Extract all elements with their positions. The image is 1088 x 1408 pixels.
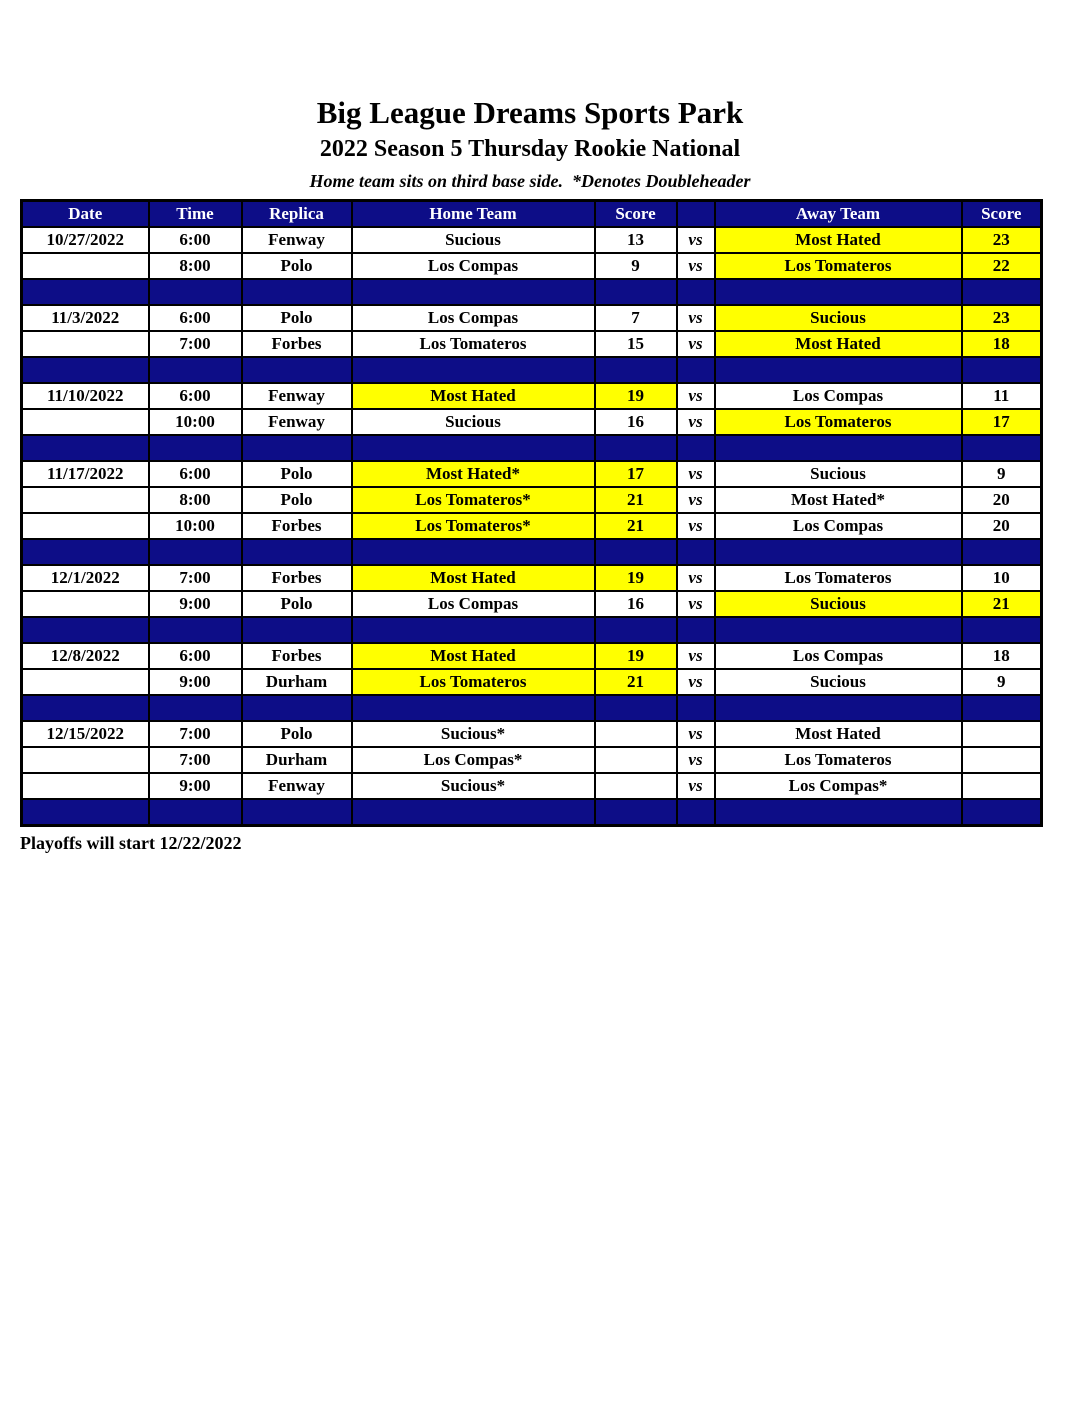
replica-cell: Durham [242, 747, 352, 773]
home-score-cell: 19 [595, 565, 677, 591]
replica-cell: Polo [242, 487, 352, 513]
vs-cell: vs [677, 227, 715, 253]
schedule-table [20, 199, 1043, 827]
game-row [22, 227, 1042, 253]
away-team-cell: Los Compas* [715, 773, 962, 799]
time-cell: 6:00 [149, 227, 242, 253]
date-cell: 11/10/2022 [22, 383, 149, 409]
separator-row [22, 539, 1042, 565]
vs-cell: vs [677, 305, 715, 331]
away-score-cell: 20 [962, 513, 1042, 539]
away-team-cell: Most Hated [715, 331, 962, 357]
home-team-cell: Los Tomateros [352, 669, 595, 695]
header-vs-spacer [677, 201, 715, 228]
date-cell [22, 513, 149, 539]
away-score-cell: 20 [962, 487, 1042, 513]
away-score-cell: 18 [962, 643, 1042, 669]
date-cell [22, 331, 149, 357]
separator-cell [242, 539, 352, 565]
separator-cell [677, 617, 715, 643]
vs-cell: vs [677, 383, 715, 409]
header-home-score: Score [595, 201, 677, 228]
away-team-cell: Sucious [715, 591, 962, 617]
away-score-cell: 9 [962, 669, 1042, 695]
home-team-cell: Los Tomateros [352, 331, 595, 357]
separator-cell [595, 695, 677, 721]
away-team-cell: Los Compas [715, 643, 962, 669]
home-team-cell: Most Hated [352, 643, 595, 669]
replica-cell: Forbes [242, 565, 352, 591]
separator-cell [242, 435, 352, 461]
home-score-cell [595, 721, 677, 747]
separator-cell [962, 539, 1042, 565]
home-team-cell: Sucious* [352, 721, 595, 747]
header-replica: Replica [242, 201, 352, 228]
time-cell: 7:00 [149, 721, 242, 747]
separator-cell [715, 617, 962, 643]
date-cell: 12/1/2022 [22, 565, 149, 591]
separator-cell [595, 617, 677, 643]
home-score-cell: 9 [595, 253, 677, 279]
separator-cell [149, 357, 242, 383]
separator-cell [677, 695, 715, 721]
header-time: Time [149, 201, 242, 228]
date-cell [22, 253, 149, 279]
away-team-cell: Most Hated [715, 721, 962, 747]
separator-cell [715, 695, 962, 721]
separator-cell [715, 435, 962, 461]
replica-cell: Polo [242, 721, 352, 747]
time-cell: 9:00 [149, 669, 242, 695]
home-score-cell: 16 [595, 591, 677, 617]
home-team-cell: Los Tomateros* [352, 487, 595, 513]
away-score-cell: 22 [962, 253, 1042, 279]
time-cell: 6:00 [149, 643, 242, 669]
separator-cell [595, 435, 677, 461]
game-row [22, 565, 1042, 591]
home-team-cell: Sucious [352, 227, 595, 253]
header-row [22, 201, 1042, 228]
header-away-score: Score [962, 201, 1042, 228]
separator-cell [352, 435, 595, 461]
game-row [22, 383, 1042, 409]
vs-cell: vs [677, 669, 715, 695]
date-cell: 10/27/2022 [22, 227, 149, 253]
replica-cell: Fenway [242, 383, 352, 409]
away-score-cell: 21 [962, 591, 1042, 617]
vs-cell: vs [677, 591, 715, 617]
time-cell: 9:00 [149, 591, 242, 617]
separator-cell [595, 279, 677, 305]
away-team-cell: Los Compas [715, 513, 962, 539]
away-team-cell: Los Tomateros [715, 253, 962, 279]
away-score-cell: 10 [962, 565, 1042, 591]
separator-cell [149, 539, 242, 565]
time-cell: 6:00 [149, 461, 242, 487]
home-team-cell: Sucious* [352, 773, 595, 799]
separator-cell [715, 279, 962, 305]
separator-cell [677, 435, 715, 461]
home-score-cell: 19 [595, 383, 677, 409]
home-score-cell: 21 [595, 669, 677, 695]
separator-cell [242, 799, 352, 826]
time-cell: 10:00 [149, 409, 242, 435]
game-row [22, 513, 1042, 539]
header-home-team: Home Team [352, 201, 595, 228]
home-score-cell: 17 [595, 461, 677, 487]
away-score-cell: 11 [962, 383, 1042, 409]
home-team-note: Home team sits on third base side. *Denotes Doubleheader [309, 171, 751, 192]
vs-cell: vs [677, 747, 715, 773]
page-subtitle: 2022 Season 5 Thursday Rookie National [319, 136, 741, 163]
separator-cell [149, 617, 242, 643]
separator-cell [962, 357, 1042, 383]
replica-cell: Fenway [242, 773, 352, 799]
separator-row [22, 357, 1042, 383]
game-row [22, 643, 1042, 669]
separator-cell [962, 435, 1042, 461]
separator-cell [242, 357, 352, 383]
time-cell: 6:00 [149, 383, 242, 409]
vs-cell: vs [677, 253, 715, 279]
separator-cell [962, 695, 1042, 721]
replica-cell: Forbes [242, 643, 352, 669]
separator-cell [595, 799, 677, 826]
time-cell: 8:00 [149, 253, 242, 279]
separator-cell [22, 695, 149, 721]
away-team-cell: Most Hated* [715, 487, 962, 513]
away-score-cell: 9 [962, 461, 1042, 487]
home-score-cell [595, 747, 677, 773]
away-score-cell: 18 [962, 331, 1042, 357]
game-row [22, 591, 1042, 617]
replica-cell: Polo [242, 461, 352, 487]
vs-cell: vs [677, 721, 715, 747]
home-team-cell: Los Compas [352, 591, 595, 617]
replica-cell: Polo [242, 591, 352, 617]
home-team-cell: Los Compas [352, 253, 595, 279]
vs-cell: vs [677, 513, 715, 539]
separator-cell [677, 357, 715, 383]
replica-cell: Polo [242, 305, 352, 331]
home-score-cell: 21 [595, 487, 677, 513]
separator-cell [149, 695, 242, 721]
away-score-cell [962, 773, 1042, 799]
separator-cell [149, 279, 242, 305]
separator-cell [677, 799, 715, 826]
time-cell: 6:00 [149, 305, 242, 331]
separator-cell [352, 357, 595, 383]
separator-cell [149, 435, 242, 461]
home-team-cell: Sucious [352, 409, 595, 435]
separator-cell [715, 539, 962, 565]
separator-cell [715, 357, 962, 383]
separator-cell [242, 695, 352, 721]
away-score-cell: 23 [962, 227, 1042, 253]
date-cell [22, 409, 149, 435]
separator-cell [22, 357, 149, 383]
home-score-cell: 16 [595, 409, 677, 435]
date-cell [22, 669, 149, 695]
date-cell [22, 747, 149, 773]
separator-cell [352, 799, 595, 826]
separator-cell [149, 799, 242, 826]
game-row [22, 253, 1042, 279]
game-row [22, 461, 1042, 487]
header-away-team: Away Team [715, 201, 962, 228]
vs-cell: vs [677, 409, 715, 435]
separator-cell [352, 279, 595, 305]
replica-cell: Fenway [242, 409, 352, 435]
separator-cell [715, 799, 962, 826]
away-team-cell: Most Hated [715, 227, 962, 253]
page-title: Big League Dreams Sports Park [316, 95, 744, 130]
replica-cell: Polo [242, 253, 352, 279]
time-cell: 7:00 [149, 565, 242, 591]
separator-cell [352, 539, 595, 565]
separator-cell [352, 695, 595, 721]
time-cell: 9:00 [149, 773, 242, 799]
separator-cell [595, 539, 677, 565]
away-team-cell: Los Tomateros [715, 409, 962, 435]
date-cell: 11/17/2022 [22, 461, 149, 487]
separator-cell [677, 279, 715, 305]
time-cell: 7:00 [149, 747, 242, 773]
date-cell [22, 487, 149, 513]
game-row [22, 721, 1042, 747]
separator-cell [962, 617, 1042, 643]
date-cell: 12/15/2022 [22, 721, 149, 747]
game-row [22, 409, 1042, 435]
separator-row [22, 799, 1042, 826]
replica-cell: Durham [242, 669, 352, 695]
time-cell: 7:00 [149, 331, 242, 357]
separator-cell [242, 617, 352, 643]
time-cell: 10:00 [149, 513, 242, 539]
separator-cell [962, 799, 1042, 826]
home-team-cell: Most Hated [352, 383, 595, 409]
replica-cell: Forbes [242, 331, 352, 357]
home-score-cell: 13 [595, 227, 677, 253]
replica-cell: Fenway [242, 227, 352, 253]
away-team-cell: Los Tomateros [715, 747, 962, 773]
separator-cell [677, 539, 715, 565]
game-row [22, 747, 1042, 773]
home-score-cell [595, 773, 677, 799]
separator-row [22, 695, 1042, 721]
date-cell [22, 591, 149, 617]
separator-cell [22, 279, 149, 305]
date-cell [22, 773, 149, 799]
home-team-cell: Los Compas [352, 305, 595, 331]
separator-row [22, 435, 1042, 461]
schedule-page [20, 0, 1040, 854]
home-team-cell: Los Tomateros* [352, 513, 595, 539]
vs-cell: vs [677, 565, 715, 591]
home-score-cell: 19 [595, 643, 677, 669]
replica-cell: Forbes [242, 513, 352, 539]
away-team-cell: Los Compas [715, 383, 962, 409]
vs-cell: vs [677, 487, 715, 513]
playoffs-note: Playoffs will start 12/22/2022 [20, 833, 242, 854]
game-row [22, 773, 1042, 799]
vs-cell: vs [677, 331, 715, 357]
home-score-cell: 21 [595, 513, 677, 539]
separator-cell [352, 617, 595, 643]
separator-cell [962, 279, 1042, 305]
away-team-cell: Sucious [715, 305, 962, 331]
separator-cell [22, 539, 149, 565]
separator-row [22, 279, 1042, 305]
away-score-cell [962, 747, 1042, 773]
header-date: Date [22, 201, 149, 228]
separator-cell [242, 279, 352, 305]
vs-cell: vs [677, 461, 715, 487]
away-team-cell: Sucious [715, 669, 962, 695]
separator-cell [22, 799, 149, 826]
vs-cell: vs [677, 643, 715, 669]
game-row [22, 331, 1042, 357]
home-team-cell: Most Hated* [352, 461, 595, 487]
separator-cell [22, 435, 149, 461]
away-score-cell: 17 [962, 409, 1042, 435]
separator-row [22, 617, 1042, 643]
date-cell: 12/8/2022 [22, 643, 149, 669]
game-row [22, 487, 1042, 513]
vs-cell: vs [677, 773, 715, 799]
away-score-cell [962, 721, 1042, 747]
game-row [22, 669, 1042, 695]
away-team-cell: Los Tomateros [715, 565, 962, 591]
away-score-cell: 23 [962, 305, 1042, 331]
home-team-cell: Los Compas* [352, 747, 595, 773]
separator-cell [595, 357, 677, 383]
separator-cell [22, 617, 149, 643]
away-team-cell: Sucious [715, 461, 962, 487]
time-cell: 8:00 [149, 487, 242, 513]
home-team-cell: Most Hated [352, 565, 595, 591]
home-score-cell: 7 [595, 305, 677, 331]
home-score-cell: 15 [595, 331, 677, 357]
date-cell: 11/3/2022 [22, 305, 149, 331]
game-row [22, 305, 1042, 331]
